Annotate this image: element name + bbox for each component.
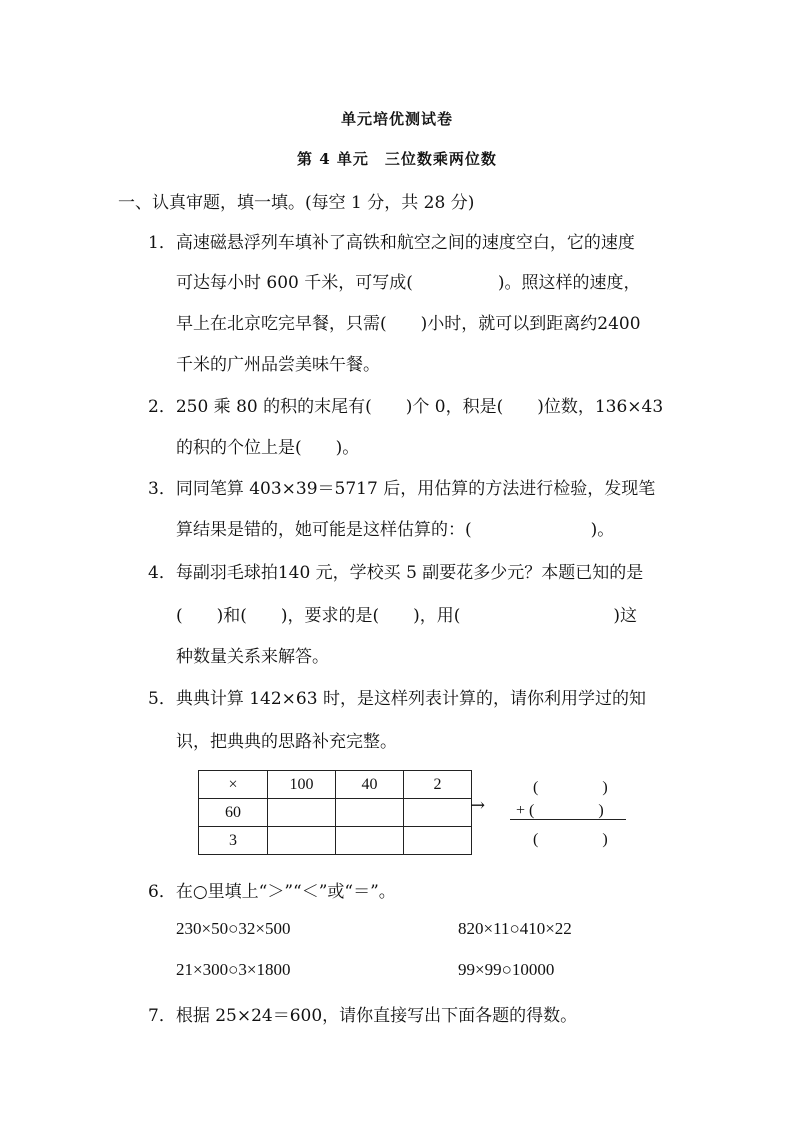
answer-cell[interactable] [336, 799, 404, 827]
vertical-row1: ( ) [533, 779, 608, 796]
table-cell: 2 [404, 771, 472, 799]
vertical-row3: ( ) [533, 831, 608, 848]
q2-line1: 2．250 乘 80 的积的末尾有( )个 0，积是( )位数，136×43 [148, 397, 664, 417]
q4-line2: ( )和( )，要求的是( )，用( )这 [176, 606, 638, 626]
q5-line2: 识，把典典的思路补充完整。 [176, 732, 397, 752]
answer-cell[interactable] [404, 827, 472, 855]
answer-cell[interactable] [336, 827, 404, 855]
table-cell: 60 [199, 799, 268, 827]
q1-line4: 千米的广州品尝美味午餐。 [176, 355, 380, 375]
compare-item: 99×99○10000 [458, 960, 555, 979]
q1-line3: 早上在北京吃完早餐，只需( )小时，就可以到距离约2400 [176, 314, 641, 334]
unit-title: 第 4 单元 三位数乘两位数 [297, 150, 497, 168]
q1-line2: 可达每小时 600 千米，可写成( )。照这样的速度， [176, 273, 641, 293]
q4-line1: 4．每副羽毛球拍140 元，学校买 5 副要花多少元？本题已知的是 [148, 563, 644, 583]
table-cell: 3 [199, 827, 268, 855]
table-row [199, 799, 472, 827]
table-row [199, 827, 472, 855]
page-title: 单元培优测试卷 [340, 110, 453, 128]
q5-line1: 5．典典计算 142×63 时，是这样列表计算的，请你利用学过的知 [148, 689, 646, 709]
compare-item: 820×11○410×22 [458, 919, 572, 938]
answer-cell[interactable] [268, 827, 336, 855]
section-heading: 一、认真审题，填一填。(每空 1 分，共 28 分) [118, 193, 475, 213]
table-header-row [199, 771, 472, 799]
multiplication-table [198, 770, 472, 855]
answer-cell[interactable] [268, 799, 336, 827]
q7-line1: 7．根据 25×24＝600，请你直接写出下面各题的得数。 [148, 1006, 578, 1026]
q4-line3: 种数量关系来解答。 [176, 647, 329, 667]
q2-line2: 的积的个位上是( )。 [176, 438, 360, 458]
table-cell: × [199, 771, 268, 799]
q1-line1: 1．高速磁悬浮列车填补了高铁和航空之间的速度空白，它的速度 [148, 233, 635, 253]
arrow-right-icon: → [470, 795, 486, 816]
q6-line1: 6．在○里填上“＞”“＜”或“＝”。 [148, 882, 396, 902]
sum-line [510, 819, 626, 820]
q3-line2: 算结果是错的，她可能是这样估算的：( )。 [176, 520, 615, 540]
table-cell: 40 [336, 771, 404, 799]
table-cell: 100 [268, 771, 336, 799]
q3-line1: 3．同同笔算 403×39＝5717 后，用估算的方法进行检验，发现笔 [148, 479, 656, 499]
answer-cell[interactable] [404, 799, 472, 827]
compare-item: 21×300○3×1800 [176, 960, 291, 979]
compare-item: 230×50○32×500 [176, 919, 291, 938]
vertical-row2: + ( ) [516, 802, 604, 819]
